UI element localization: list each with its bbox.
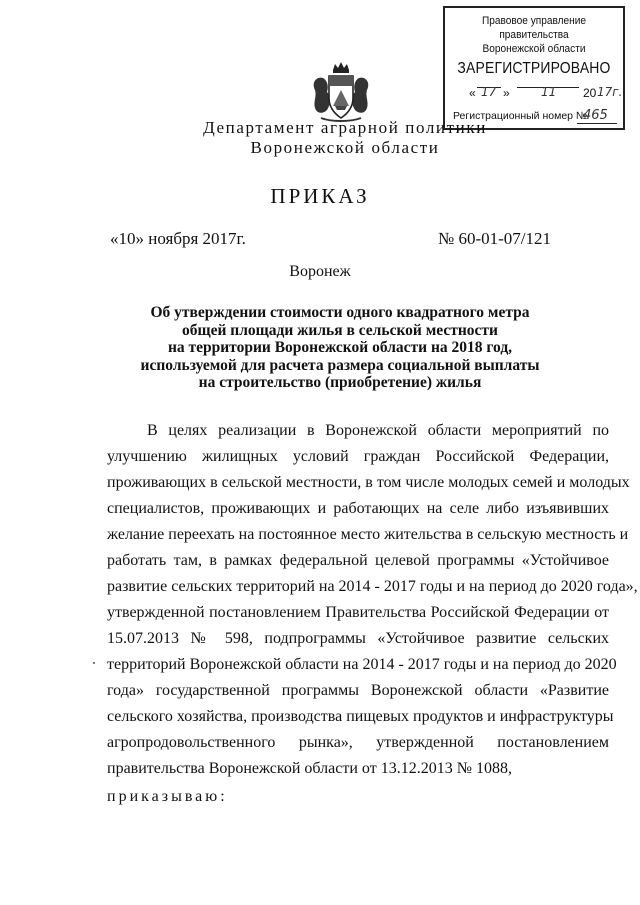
body-line: утвержденной постановлением Правительства Российской Федерации от (107, 604, 609, 621)
order-subject (100, 304, 580, 392)
stamp-reg-number-label: Регистрационный номер № (453, 110, 588, 122)
stamp-year-suffix: 17г. (597, 85, 623, 99)
body-line: 15.07.2013 № 598, подпрограммы «Устойчивое развитие сельских (107, 630, 609, 647)
stamp-date-line (455, 85, 623, 102)
body-line: года» государственной программы Воронежской области «Развитие (107, 682, 609, 699)
city: Воронеж (289, 263, 351, 280)
body-line: проживающих в сельской местности, в том числе молодых семей и молодых (107, 474, 630, 491)
stamp-registered-label: ЗАРЕГИСТРИРОВАНО (457, 60, 611, 77)
stamp-reg-number: 465 (583, 108, 608, 123)
stamp-year-prefix: 20 (583, 86, 597, 100)
department-name-line1: Департамент аграрной политики (203, 118, 487, 137)
stamp-quote-open: « (469, 86, 476, 100)
body-line: сельского хозяйства, производства пищевых продуктов и инфраструктуры (107, 708, 614, 725)
body-line: желание переехать на постоянное место жительства в сельскую местность и (107, 526, 629, 543)
stamp-quote-close: » (503, 86, 510, 100)
subject-line: Об утверждении стоимости одного квадратного метра (150, 304, 530, 321)
subject-line: на территории Воронежской области на 2018 год, (167, 339, 513, 356)
order-number: № 60-01-07/121 (438, 229, 552, 248)
scan-speck (93, 662, 95, 664)
body-line: специалистов, проживающих и работающих на селе либо изъявивших (107, 500, 609, 517)
coat-of-arms-icon (301, 60, 381, 124)
body-line: улучшению жилищных условий граждан Российской Федерации, (107, 448, 609, 465)
stamp-org-line: Воронежской области (482, 43, 586, 55)
registration-stamp (443, 6, 625, 130)
document-type-title: ПРИКАЗ (270, 184, 370, 208)
body-line: агропродовольственного рынка», утвержденной постановлением (107, 734, 609, 751)
subject-line: используемой для расчета размера социальной выплаты (140, 356, 540, 374)
body-line: работать там, в рамках федеральной целевой программы «Устойчивое (107, 552, 609, 569)
stamp-organization (452, 14, 616, 56)
order-date: «10» ноября 2017г. (110, 229, 246, 248)
subject-line: общей площади жилья в сельской местности (182, 321, 498, 339)
stamp-org-line: Правовое управление правительства (481, 15, 587, 41)
department-name-line2: Воронежской области (250, 138, 440, 157)
order-directive: приказываю: (107, 788, 228, 805)
subject-line: на строительство (приобретение) жилья (198, 374, 482, 391)
stamp-month: 11 (541, 85, 557, 99)
body-line: правительства Воронежской области от 13.12.2013 № 1088, (107, 760, 512, 777)
body-line: развитие сельских территорий на 2014 - 2017 годы и на период до 2020 года», (107, 578, 638, 595)
stamp-day: 17 (481, 85, 497, 99)
body-line: территорий Воронежской области на 2014 - 2017 годы и на период до 2020 (107, 656, 617, 673)
body-line: В целях реализации в Воронежской области мероприятий по (147, 422, 609, 439)
